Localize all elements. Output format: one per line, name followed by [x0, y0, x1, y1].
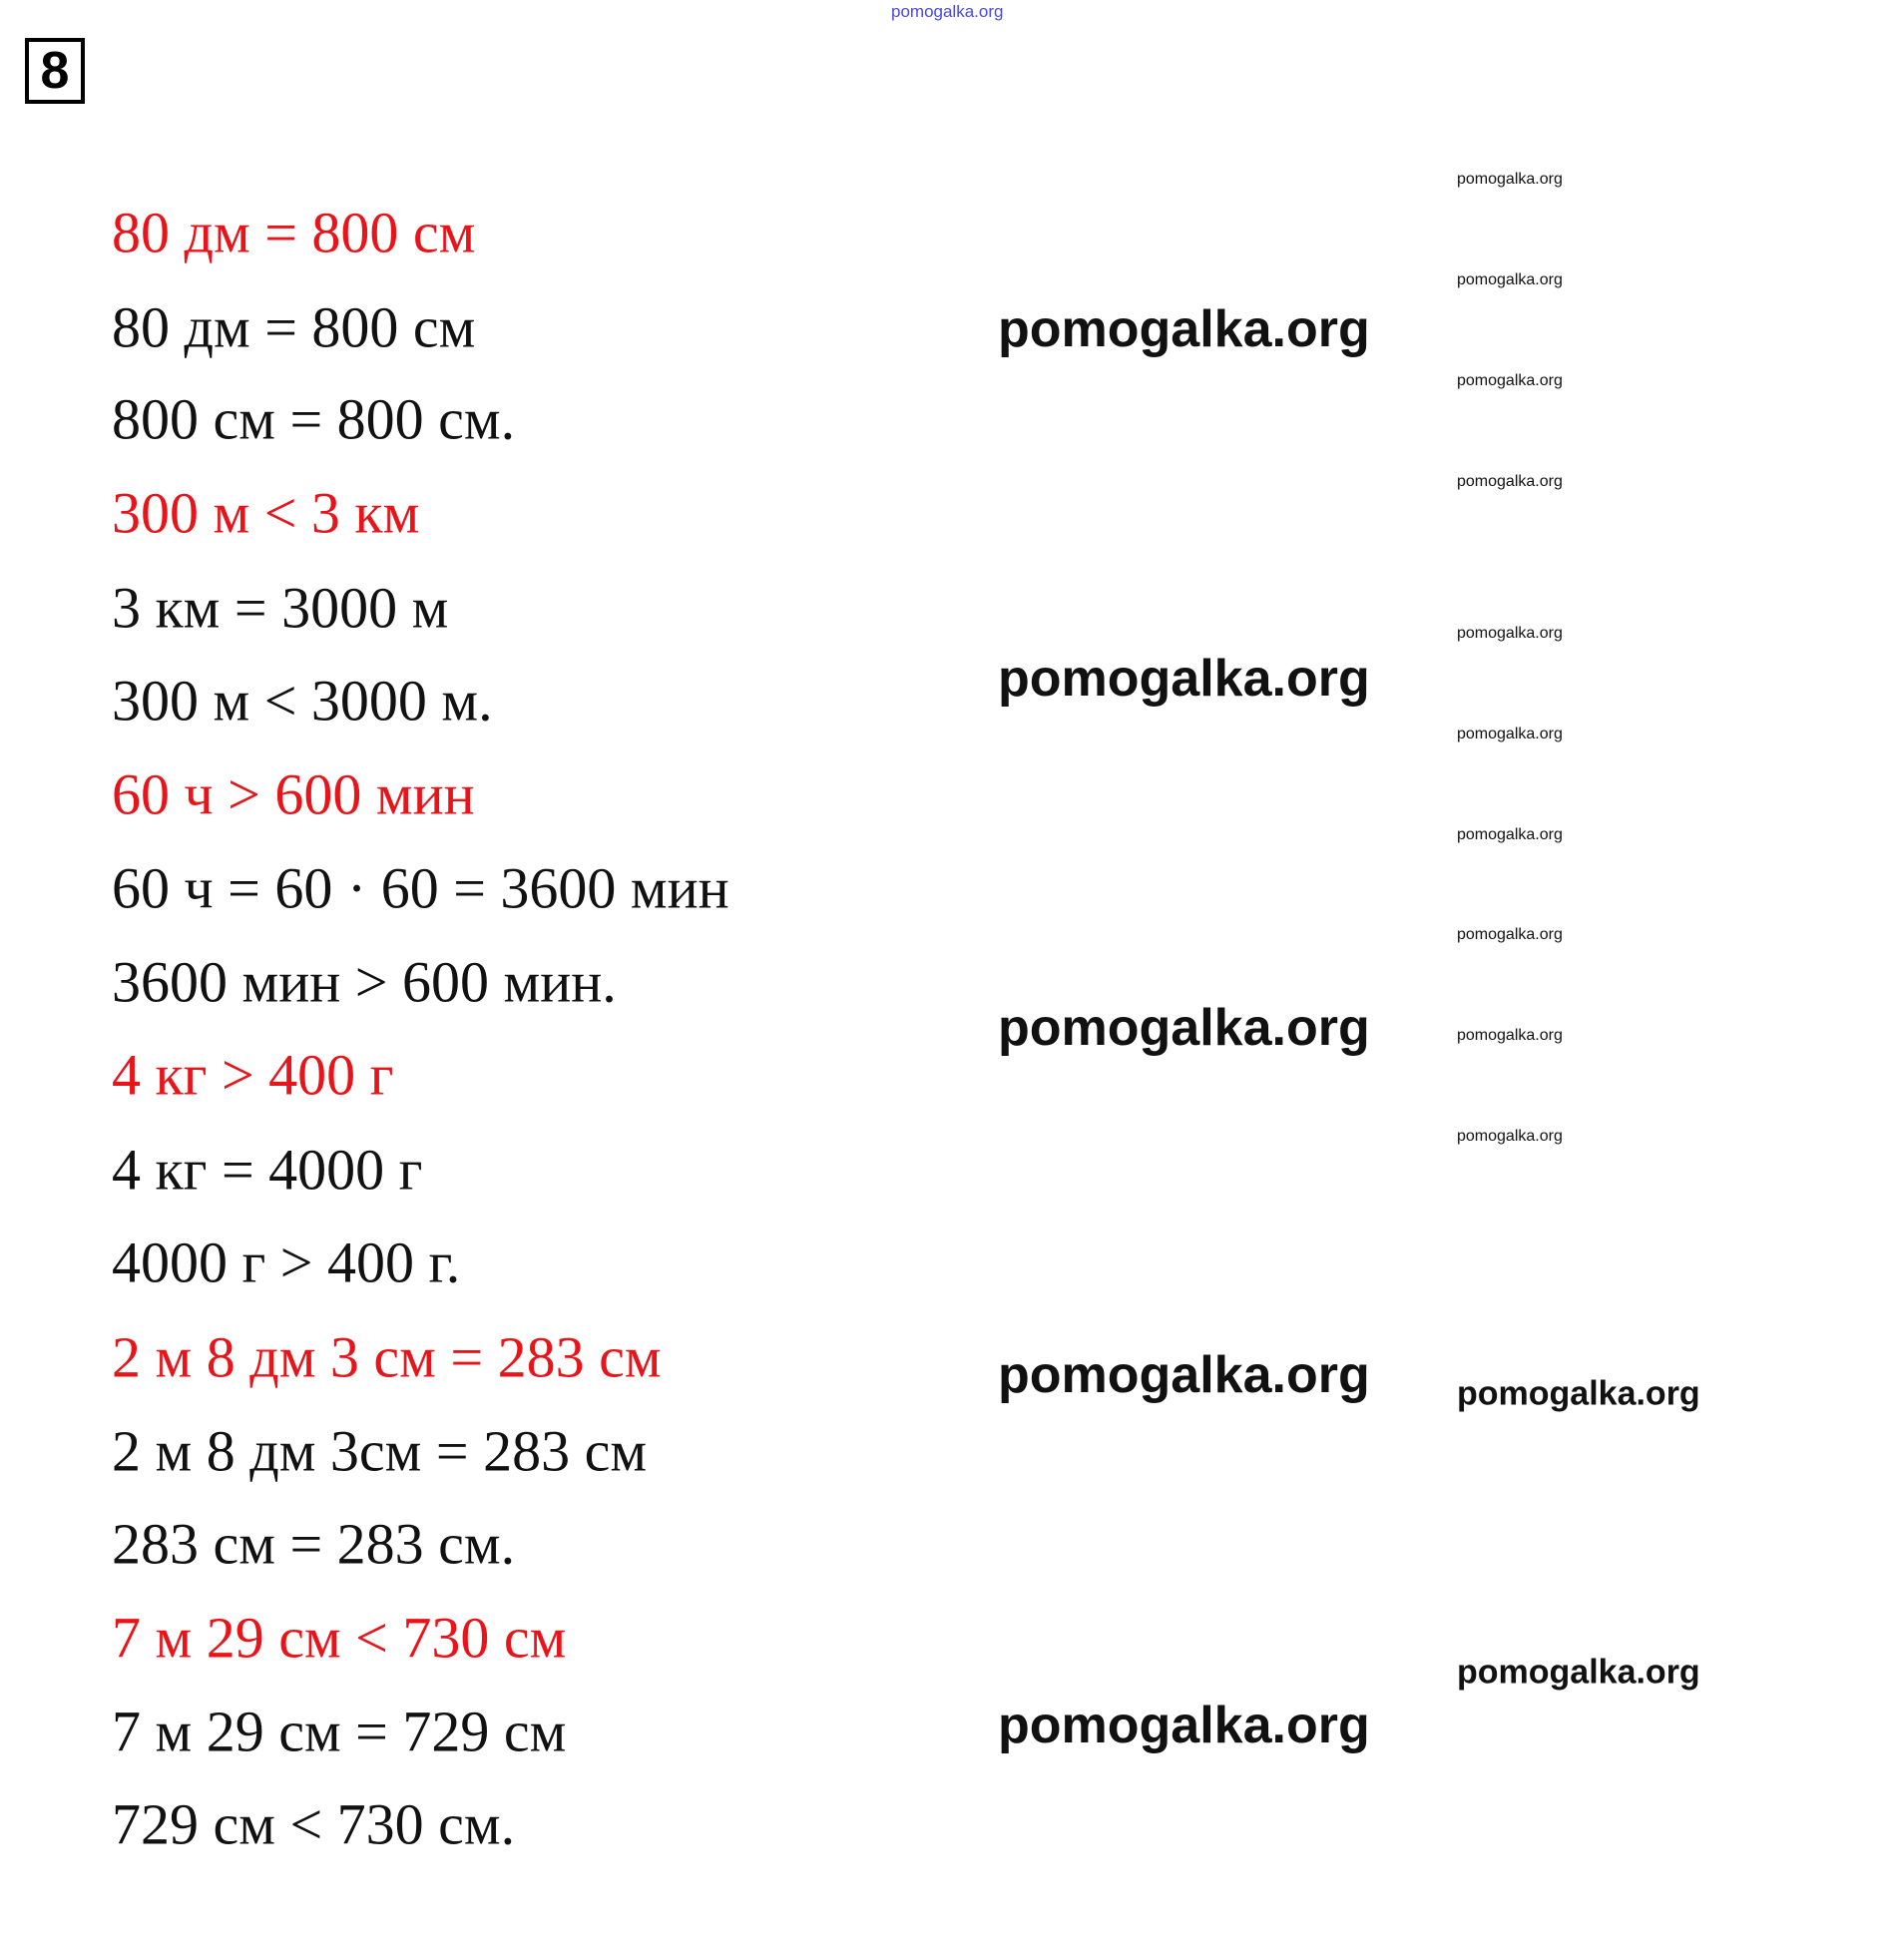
watermark-text: pomogalka.org [1457, 1653, 1700, 1692]
top-watermark: pomogalka.org [891, 2, 1004, 21]
solution-line: 800 см = 800 см. [112, 386, 516, 452]
answer-line: 300 м < 3 км [112, 480, 420, 546]
solution-line: 4 кг = 4000 г [112, 1137, 423, 1203]
answer-line: 7 м 29 см < 730 см [112, 1605, 567, 1671]
watermark-text: pomogalka.org [1457, 926, 1563, 943]
solution-line: 3600 мин > 600 мин. [112, 949, 617, 1015]
watermark-text: pomogalka.org [1457, 826, 1563, 843]
watermark-text: pomogalka.org [998, 300, 1370, 358]
watermark-text: pomogalka.org [998, 1346, 1370, 1404]
solution-line: 300 м < 3000 м. [112, 668, 493, 734]
watermark-text: pomogalka.org [1457, 726, 1563, 742]
solution-line: 729 см < 730 см. [112, 1791, 516, 1857]
watermark-text: pomogalka.org [1457, 1027, 1563, 1044]
watermark-text: pomogalka.org [998, 1697, 1370, 1754]
watermark-text: pomogalka.org [998, 999, 1370, 1057]
answer-line: 4 кг > 400 г [112, 1042, 394, 1108]
solution-line: 3 км = 3000 м [112, 575, 449, 641]
solution-line: 2 м 8 дм 3см = 283 см [112, 1418, 648, 1484]
solution-line: 4000 г > 400 г. [112, 1229, 461, 1295]
task-number: 8 [25, 38, 85, 104]
watermark-text: pomogalka.org [1457, 1374, 1700, 1413]
watermark-text: pomogalka.org [1457, 171, 1563, 188]
answer-line: 80 дм = 800 см [112, 200, 476, 265]
watermark-text: pomogalka.org [1457, 625, 1563, 642]
watermark-text: pomogalka.org [1457, 271, 1563, 288]
solution-line: 283 см = 283 см. [112, 1511, 516, 1577]
solution-line: 7 м 29 см = 729 см [112, 1699, 567, 1764]
answer-line: 2 м 8 дм 3 см = 283 см [112, 1324, 662, 1390]
solution-line: 80 дм = 800 см [112, 294, 476, 360]
solution-line: 60 ч = 60 · 60 = 3600 мин [112, 855, 729, 921]
answer-line: 60 ч > 600 мин [112, 761, 475, 827]
watermark-text: pomogalka.org [1457, 473, 1563, 490]
watermark-text: pomogalka.org [998, 650, 1370, 708]
watermark-text: pomogalka.org [1457, 1128, 1563, 1145]
watermark-text: pomogalka.org [1457, 372, 1563, 389]
